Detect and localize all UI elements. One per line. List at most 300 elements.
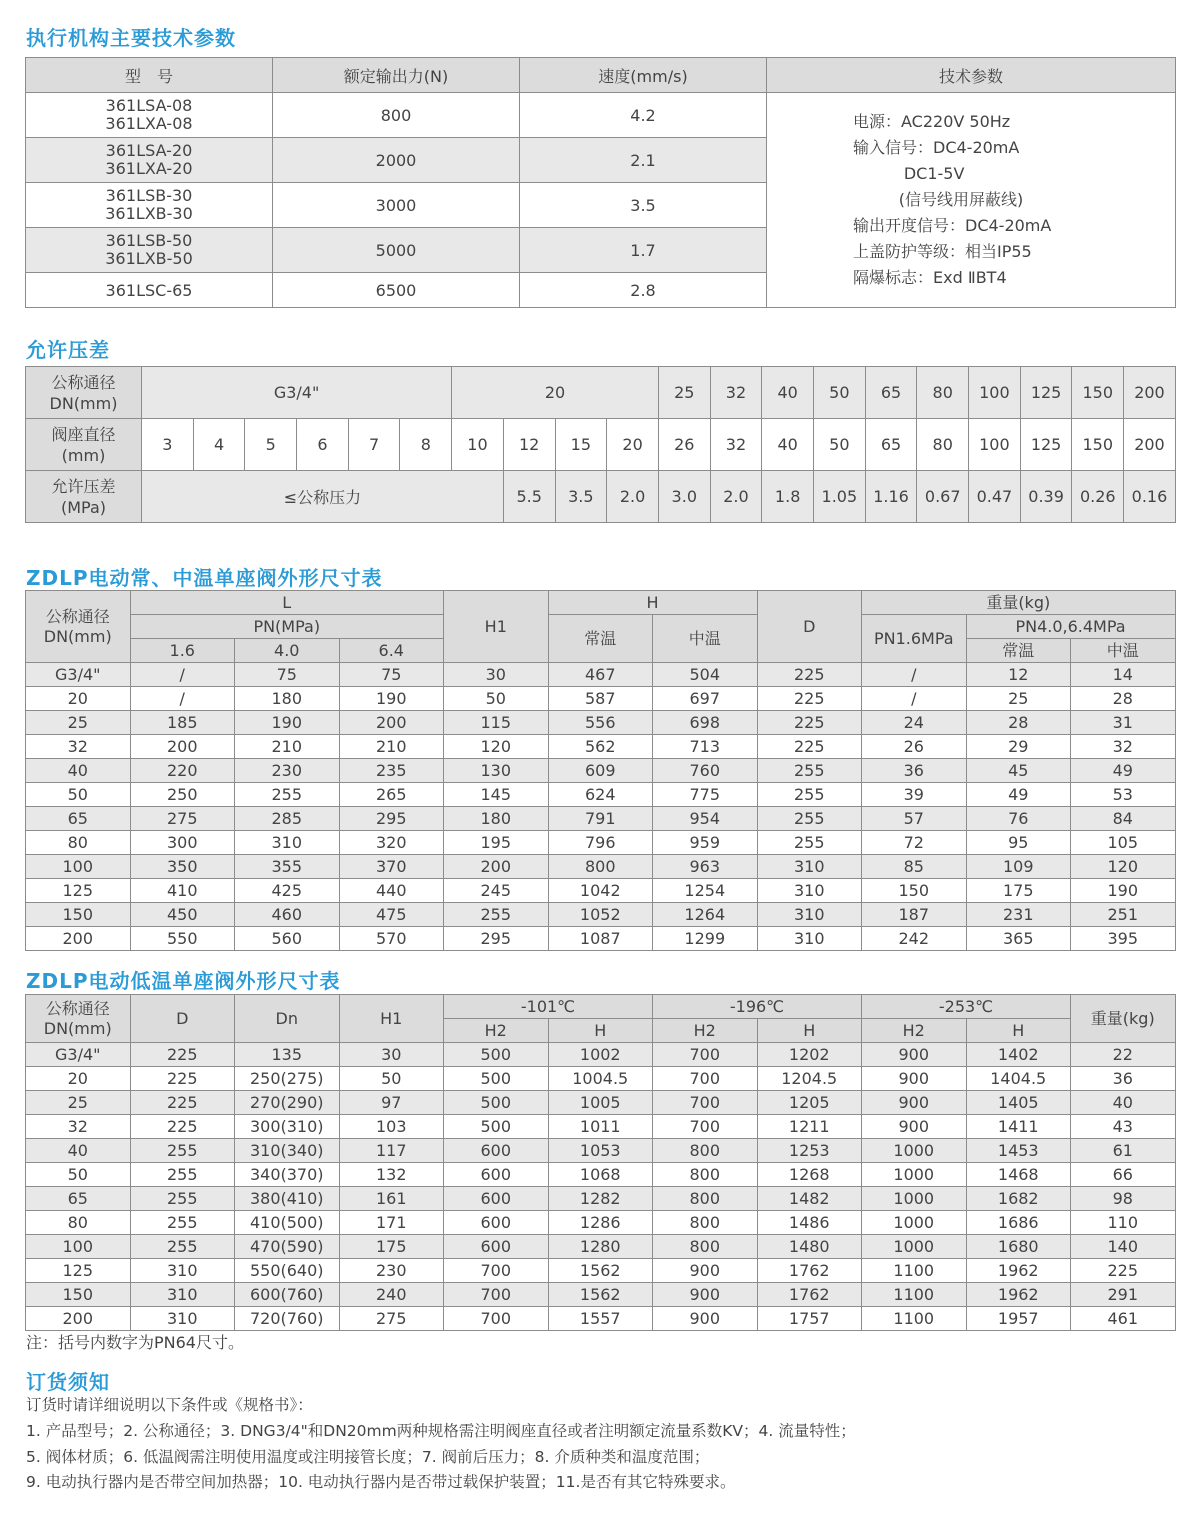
table-cell: 1680 [966, 1235, 1071, 1259]
table-cell: 230 [339, 1259, 444, 1283]
spec-line: 隔爆标志：Exd ⅡBT4 [853, 268, 1007, 287]
table-row [26, 927, 1176, 951]
table-cell: 900 [862, 1115, 967, 1139]
header-H1: H1 [444, 591, 549, 663]
section-title-pressure-diff: 允许压差 [26, 338, 110, 362]
table-cell: 225 [130, 1043, 235, 1067]
table-cell: 440 [339, 879, 444, 903]
dp-cell: 5.5 [503, 471, 555, 523]
table-cell: 132 [339, 1163, 444, 1187]
table-cell: 470(590) [235, 1235, 340, 1259]
table-cell: 255 [444, 903, 549, 927]
order-line: 1. 产品型号；2. 公称通径；3. DNG3/4"和DN20mm两种规格需注明阀座直径或者注明额定流量系数KV；4. 流量特性； [26, 1422, 856, 1440]
table-cell: 1280 [548, 1235, 653, 1259]
table-cell: 467 [548, 663, 653, 687]
table-cell: 100 [26, 1235, 131, 1259]
dp-cell: 0.16 [1124, 471, 1176, 523]
table-cell: 698 [653, 711, 758, 735]
dn-cell: 40 [762, 367, 814, 419]
table-cell: 20 [26, 687, 131, 711]
table-cell: 1204.5 [757, 1067, 862, 1091]
table-cell: 97 [339, 1091, 444, 1115]
table-cell: 225 [130, 1067, 235, 1091]
header-speed: 速度(mm/s) [520, 58, 767, 93]
table-row [26, 831, 1176, 855]
table-cell: 700 [653, 1115, 758, 1139]
table-cell: 697 [653, 687, 758, 711]
table-cell: 32 [1071, 735, 1176, 759]
dp-cell: 2.0 [710, 471, 762, 523]
section-title-order: 订货须知 [26, 1370, 110, 1394]
table-cell: 210 [339, 735, 444, 759]
table-cell: 1254 [653, 879, 758, 903]
header-wpn16: PN1.6MPa [862, 615, 967, 663]
table-cell: 22 [1071, 1043, 1176, 1067]
dp-cell: 1.16 [865, 471, 917, 523]
dp-cell: 1.05 [814, 471, 866, 523]
order-line: 订货时请详细说明以下条件或《规格书》： [26, 1396, 313, 1414]
table-cell: 1011 [548, 1115, 653, 1139]
table-cell: 45 [966, 759, 1071, 783]
table-header-row [26, 995, 1176, 1019]
header-t196: -196℃ [653, 995, 862, 1019]
table-cell: 120 [1071, 855, 1176, 879]
model-cell: 361LSA-20 361LXA-20 [26, 138, 273, 183]
header-force: 额定输出力(N) [273, 58, 520, 93]
force-cell: 6500 [273, 273, 520, 308]
table-cell: 29 [966, 735, 1071, 759]
table-cell: 30 [339, 1043, 444, 1067]
table-cell: 504 [653, 663, 758, 687]
table-cell: 562 [548, 735, 653, 759]
table-cell: 1757 [757, 1307, 862, 1331]
dp-cell: 2.0 [607, 471, 659, 523]
dp-cell: 0.26 [1072, 471, 1124, 523]
header-wmid: 中温 [1071, 639, 1176, 663]
table-cell: 57 [862, 807, 967, 831]
table-cell: 1068 [548, 1163, 653, 1187]
footnote: 注：括号内数字为PN64尺寸。 [26, 1333, 244, 1352]
header-D: D [130, 995, 235, 1043]
dp-row [26, 471, 1176, 523]
table-cell: 95 [966, 831, 1071, 855]
seat-cell: 7 [348, 419, 400, 471]
table-cell: 475 [339, 903, 444, 927]
dp-cell: ≤公称压力 [142, 471, 504, 523]
force-cell: 3000 [273, 183, 520, 228]
table-cell: 900 [862, 1067, 967, 1091]
table-cell: 1562 [548, 1283, 653, 1307]
seat-cell: 125 [1020, 419, 1072, 471]
seat-cell: 10 [452, 419, 504, 471]
table-cell: / [130, 687, 235, 711]
header-D: D [757, 591, 862, 663]
speed-cell: 1.7 [520, 228, 767, 273]
dp-cell: 0.67 [917, 471, 969, 523]
section-title-normal-temp: ZDLP电动常、中温单座阀外形尺寸表 [26, 566, 383, 590]
table-cell: 600(760) [235, 1283, 340, 1307]
table-cell: 98 [1071, 1187, 1176, 1211]
table-cell: 28 [966, 711, 1071, 735]
table-cell: 1000 [862, 1211, 967, 1235]
dn-row [26, 367, 1176, 419]
table-cell: 700 [444, 1283, 549, 1307]
table-cell: 80 [26, 831, 131, 855]
dn-cell: 25 [658, 367, 710, 419]
header-pn: PN(MPa) [130, 615, 444, 639]
model-cell: 361LSA-08 361LXA-08 [26, 93, 273, 138]
header-H: H [757, 1019, 862, 1043]
table-cell: 49 [966, 783, 1071, 807]
table-cell: 145 [444, 783, 549, 807]
low-temp-dimension-table [25, 994, 1176, 1331]
table-cell: 200 [26, 1307, 131, 1331]
table-cell: 410(500) [235, 1211, 340, 1235]
table-cell: 1405 [966, 1091, 1071, 1115]
table-cell: 275 [130, 807, 235, 831]
table-cell: 500 [444, 1091, 549, 1115]
table-cell: 609 [548, 759, 653, 783]
table-cell: 1299 [653, 927, 758, 951]
table-cell: 40 [1071, 1091, 1176, 1115]
table-cell: 185 [130, 711, 235, 735]
table-cell: / [862, 687, 967, 711]
table-cell: 255 [130, 1139, 235, 1163]
speed-cell: 2.8 [520, 273, 767, 308]
speed-cell: 4.2 [520, 93, 767, 138]
dn-cell: 20 [452, 367, 659, 419]
table-cell: 550(640) [235, 1259, 340, 1283]
table-row [26, 1139, 1176, 1163]
table-cell: 255 [757, 783, 862, 807]
table-cell: 963 [653, 855, 758, 879]
table-cell: 1202 [757, 1043, 862, 1067]
table-cell: 36 [862, 759, 967, 783]
table-cell: 1004.5 [548, 1067, 653, 1091]
table-cell: 50 [26, 783, 131, 807]
header-H: H [548, 1019, 653, 1043]
header-H1: H1 [339, 995, 444, 1043]
table-cell: 135 [235, 1043, 340, 1067]
table-cell: 713 [653, 735, 758, 759]
table-cell: 1404.5 [966, 1067, 1071, 1091]
table-cell: 1100 [862, 1259, 967, 1283]
section-title-low-temp: ZDLP电动低温单座阀外形尺寸表 [26, 969, 341, 993]
seat-cell: 200 [1124, 419, 1176, 471]
header-weight: 重量(kg) [862, 591, 1176, 615]
table-row [26, 687, 1176, 711]
model-cell: 361LSC-65 [26, 273, 273, 308]
table-cell: 53 [1071, 783, 1176, 807]
seat-cell: 6 [297, 419, 349, 471]
table-cell: 425 [235, 879, 340, 903]
table-cell: 800 [653, 1139, 758, 1163]
table-cell: 255 [235, 783, 340, 807]
table-row [26, 1307, 1176, 1331]
table-cell: 900 [653, 1307, 758, 1331]
table-cell: 550 [130, 927, 235, 951]
table-cell: 300 [130, 831, 235, 855]
table-cell: 1052 [548, 903, 653, 927]
table-cell: 255 [130, 1163, 235, 1187]
header-H2: H2 [653, 1019, 758, 1043]
table-cell: 26 [862, 735, 967, 759]
table-cell: 1480 [757, 1235, 862, 1259]
table-row [26, 1283, 1176, 1307]
table-cell: 1557 [548, 1307, 653, 1331]
table-cell: 310 [757, 879, 862, 903]
table-cell: / [862, 663, 967, 687]
header-Dn: Dn [235, 995, 340, 1043]
table-cell: 250 [130, 783, 235, 807]
table-cell: 275 [339, 1307, 444, 1331]
table-cell: 65 [26, 807, 131, 831]
table-row [26, 759, 1176, 783]
table-cell: 72 [862, 831, 967, 855]
table-cell: 1962 [966, 1283, 1071, 1307]
table-cell: 1562 [548, 1259, 653, 1283]
table-cell: 310 [757, 903, 862, 927]
table-cell: 410 [130, 879, 235, 903]
dn-cell: 100 [969, 367, 1021, 419]
header-t101: -101℃ [444, 995, 653, 1019]
seat-cell: 8 [400, 419, 452, 471]
table-cell: 310 [130, 1307, 235, 1331]
table-cell: 380(410) [235, 1187, 340, 1211]
table-cell: 1211 [757, 1115, 862, 1139]
table-cell: 105 [1071, 831, 1176, 855]
table-cell: 61 [1071, 1139, 1176, 1163]
seat-cell: 150 [1072, 419, 1124, 471]
table-cell: 1053 [548, 1139, 653, 1163]
table-cell: 65 [26, 1187, 131, 1211]
force-cell: 800 [273, 93, 520, 138]
table-cell: 760 [653, 759, 758, 783]
table-cell: 900 [862, 1091, 967, 1115]
table-cell: 1486 [757, 1211, 862, 1235]
table-cell: 150 [862, 879, 967, 903]
table-row [26, 93, 1176, 138]
table-row [26, 735, 1176, 759]
table-cell: 340(370) [235, 1163, 340, 1187]
table-cell: 1962 [966, 1259, 1071, 1283]
table-cell: 25 [26, 711, 131, 735]
table-cell: 250(275) [235, 1067, 340, 1091]
seat-cell: 5 [245, 419, 297, 471]
table-cell: 84 [1071, 807, 1176, 831]
table-cell: 225 [757, 735, 862, 759]
dp-cell: 0.47 [969, 471, 1021, 523]
table-cell: 76 [966, 807, 1071, 831]
normal-temp-dimension-table [25, 590, 1176, 951]
spec-line: 电源：AC220V 50Hz [853, 112, 1011, 131]
table-row [26, 1091, 1176, 1115]
table-cell: 720(760) [235, 1307, 340, 1331]
force-cell: 2000 [273, 138, 520, 183]
table-cell: 700 [444, 1307, 549, 1331]
dn-cell: 50 [814, 367, 866, 419]
table-cell: 600 [444, 1187, 549, 1211]
header-p64: 6.4 [339, 639, 444, 663]
order-line: 9. 电动执行器内是否带空间加热器；10. 电动执行器内是否带过载保护装置；11.是否有其它特殊要求。 [26, 1473, 736, 1491]
table-cell: 1000 [862, 1235, 967, 1259]
table-cell: 1000 [862, 1187, 967, 1211]
table-cell: 295 [339, 807, 444, 831]
table-cell: 14 [1071, 663, 1176, 687]
table-cell: 20 [26, 1067, 131, 1091]
table-cell: 103 [339, 1115, 444, 1139]
table-row [26, 855, 1176, 879]
table-row [26, 711, 1176, 735]
table-row [26, 1043, 1176, 1067]
table-cell: 570 [339, 927, 444, 951]
dn-cell: G3/4" [142, 367, 452, 419]
table-cell: 270(290) [235, 1091, 340, 1115]
table-header-row [26, 615, 1176, 639]
model-cell: 361LSB-50 361LXB-50 [26, 228, 273, 273]
header-spec: 技术参数 [767, 58, 1176, 93]
speed-cell: 3.5 [520, 183, 767, 228]
table-cell: 1042 [548, 879, 653, 903]
table-cell: 150 [26, 1283, 131, 1307]
table-cell: 180 [444, 807, 549, 831]
table-row [26, 879, 1176, 903]
table-row [26, 1235, 1176, 1259]
seat-cell: 4 [193, 419, 245, 471]
table-cell: 225 [757, 711, 862, 735]
table-cell: 500 [444, 1043, 549, 1067]
dp-cell: 3.0 [658, 471, 710, 523]
table-cell: 900 [862, 1043, 967, 1067]
table-header-row [26, 58, 1176, 93]
table-cell: 587 [548, 687, 653, 711]
seat-cell: 50 [814, 419, 866, 471]
table-cell: 1002 [548, 1043, 653, 1067]
table-cell: 370 [339, 855, 444, 879]
table-cell: 80 [26, 1211, 131, 1235]
table-row [26, 1067, 1176, 1091]
order-line: 5. 阀体材质；6. 低温阀需注明使用温度或注明接管长度；7. 阀前后压力；8. 介质种类和温度范围； [26, 1448, 710, 1466]
table-row [26, 903, 1176, 927]
table-cell: 200 [130, 735, 235, 759]
table-cell: 75 [339, 663, 444, 687]
table-cell: 235 [339, 759, 444, 783]
table-header-row [26, 591, 1176, 615]
table-cell: 624 [548, 783, 653, 807]
table-cell: 900 [653, 1259, 758, 1283]
table-cell: 1100 [862, 1307, 967, 1331]
seat-cell: 32 [710, 419, 762, 471]
table-cell: 200 [339, 711, 444, 735]
table-cell: 800 [653, 1211, 758, 1235]
table-cell: 461 [1071, 1307, 1176, 1331]
table-cell: 187 [862, 903, 967, 927]
table-cell: 900 [653, 1283, 758, 1307]
pressure-diff-table [25, 366, 1176, 523]
table-cell: 1686 [966, 1211, 1071, 1235]
spec-line: (信号线用屏蔽线) [853, 190, 1024, 209]
table-cell: 200 [26, 927, 131, 951]
table-cell: 240 [339, 1283, 444, 1307]
table-cell: 40 [26, 1139, 131, 1163]
table-cell: 1453 [966, 1139, 1071, 1163]
table-cell: 225 [757, 687, 862, 711]
table-cell: 285 [235, 807, 340, 831]
seat-cell: 15 [555, 419, 607, 471]
table-cell: 310 [130, 1283, 235, 1307]
table-cell: 210 [235, 735, 340, 759]
table-cell: 700 [653, 1067, 758, 1091]
table-cell: 50 [444, 687, 549, 711]
header-wpn40: PN4.0,6.4MPa [966, 615, 1175, 639]
table-cell: 190 [235, 711, 340, 735]
table-cell: 49 [1071, 759, 1176, 783]
table-cell: 291 [1071, 1283, 1176, 1307]
table-cell: 310(340) [235, 1139, 340, 1163]
seat-cell: 26 [658, 419, 710, 471]
table-cell: 39 [862, 783, 967, 807]
table-cell: 225 [130, 1091, 235, 1115]
table-cell: 171 [339, 1211, 444, 1235]
table-cell: G3/4" [26, 1043, 131, 1067]
seat-row [26, 419, 1176, 471]
table-cell: 600 [444, 1139, 549, 1163]
table-cell: 40 [26, 759, 131, 783]
table-cell: 255 [757, 807, 862, 831]
dp-cell: 1.8 [762, 471, 814, 523]
table-cell: 800 [653, 1163, 758, 1187]
table-cell: 1087 [548, 927, 653, 951]
dn-cell: 80 [917, 367, 969, 419]
table-cell: 310 [757, 927, 862, 951]
table-cell: 600 [444, 1235, 549, 1259]
table-cell: 395 [1071, 927, 1176, 951]
table-cell: 310 [757, 855, 862, 879]
actuator-spec-table [25, 57, 1176, 308]
table-cell: 500 [444, 1067, 549, 1091]
table-cell: 560 [235, 927, 340, 951]
dp-cell: 3.5 [555, 471, 607, 523]
header-H2: H2 [444, 1019, 549, 1043]
table-row [26, 783, 1176, 807]
table-cell: 220 [130, 759, 235, 783]
table-cell: 200 [444, 855, 549, 879]
model-cell: 361LSB-30 361LXB-30 [26, 183, 273, 228]
table-cell: 120 [444, 735, 549, 759]
table-cell: 195 [444, 831, 549, 855]
table-cell: 175 [339, 1235, 444, 1259]
dn-cell: 65 [865, 367, 917, 419]
table-cell: 117 [339, 1139, 444, 1163]
table-cell: 1264 [653, 903, 758, 927]
table-cell: 700 [444, 1259, 549, 1283]
table-cell: 1100 [862, 1283, 967, 1307]
table-cell: 230 [235, 759, 340, 783]
spec-line: 输入信号：DC4-20mA [853, 138, 1020, 157]
speed-cell: 2.1 [520, 138, 767, 183]
table-cell: 66 [1071, 1163, 1176, 1187]
table-cell: 265 [339, 783, 444, 807]
header-H: H [548, 591, 757, 615]
table-cell: 43 [1071, 1115, 1176, 1139]
table-cell: 1000 [862, 1139, 967, 1163]
table-cell: 791 [548, 807, 653, 831]
table-cell: 245 [444, 879, 549, 903]
header-normal: 常温 [548, 615, 653, 663]
table-row [26, 1211, 1176, 1235]
table-cell: 1253 [757, 1139, 862, 1163]
dn-cell: 32 [710, 367, 762, 419]
